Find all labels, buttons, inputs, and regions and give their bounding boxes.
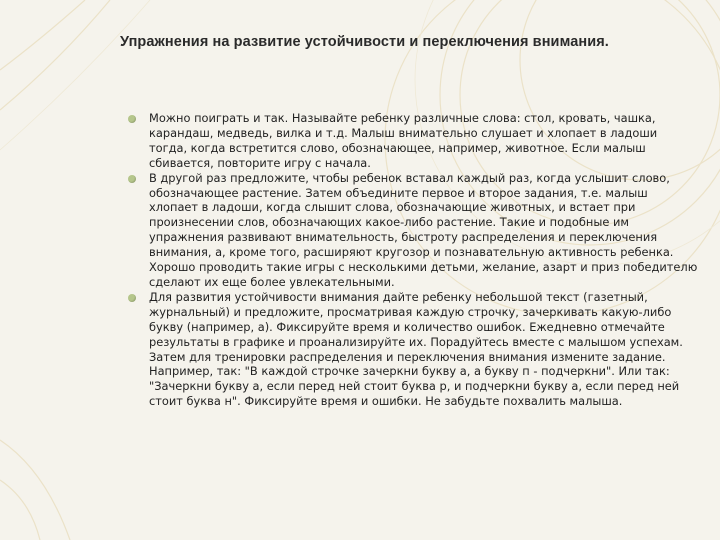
bullet-dot-icon — [128, 115, 136, 123]
bullet-text: Для развития устойчивости внимания дайте ребенку небольшой текст (газетный, журнальный) и предложите, просматривая каждую строчку, зачеркивать какую-либо букву (например, а). Фиксируйте время и количество ошибок. Ежедневно отмечайте результаты в графике и проанализируйте их. Порадуйтесь вместе с малышом успехам. Затем для тренировки распределения и переключения внимания измените задание. Например, так: "В каждой строчке зачеркни букву а, а букву п - подчеркни". Или так: "Зачеркни букву а, если перед ней стоит буква р, и подчеркни букву а, если перед ней стоит буква н". Фиксируйте время и ошибки. Не забудьте похвалить малыша. — [149, 289, 683, 409]
bullet-list — [130, 111, 698, 409]
bullet-item — [130, 290, 698, 409]
bullet-dot-icon — [128, 175, 136, 183]
slide-title: Упражнения на развитие устойчивости и переключения внимания. — [120, 34, 609, 50]
bullet-dot-icon — [128, 294, 136, 302]
bullet-item — [130, 171, 698, 290]
bullet-item — [130, 111, 698, 171]
bullet-text: Можно поиграть и так. Называйте ребенку различные слова: стол, кровать, чашка, карандаш, медведь, вилка и т.д. Малыш внимательно слушает и хлопает в ладоши тогда, когда встретится слово, обозначающее, например, животное. Если малыш сбивается, повторите игру с начала. — [149, 111, 658, 170]
bullet-text: В другой раз предложите, чтобы ребенок вставал каждый раз, когда услышит слово, обозначающее растение. Затем объедините первое и второе задания, т.е. малыш хлопает в ладоши, когда слышит слова, обозначающие животных, и встает при произнесении слов, обозначающих какое-либо растение. Такие и подобные им упражнения развивают внимательность, быстроту распределения и переключения внимания, а, кроме того, расширяют кругозор и познавательную активность ребенка. Хорошо проводить такие игры с несколькими детьми, желание, азарт и приз победителю сделают их еще более увлекательными. — [149, 170, 698, 289]
